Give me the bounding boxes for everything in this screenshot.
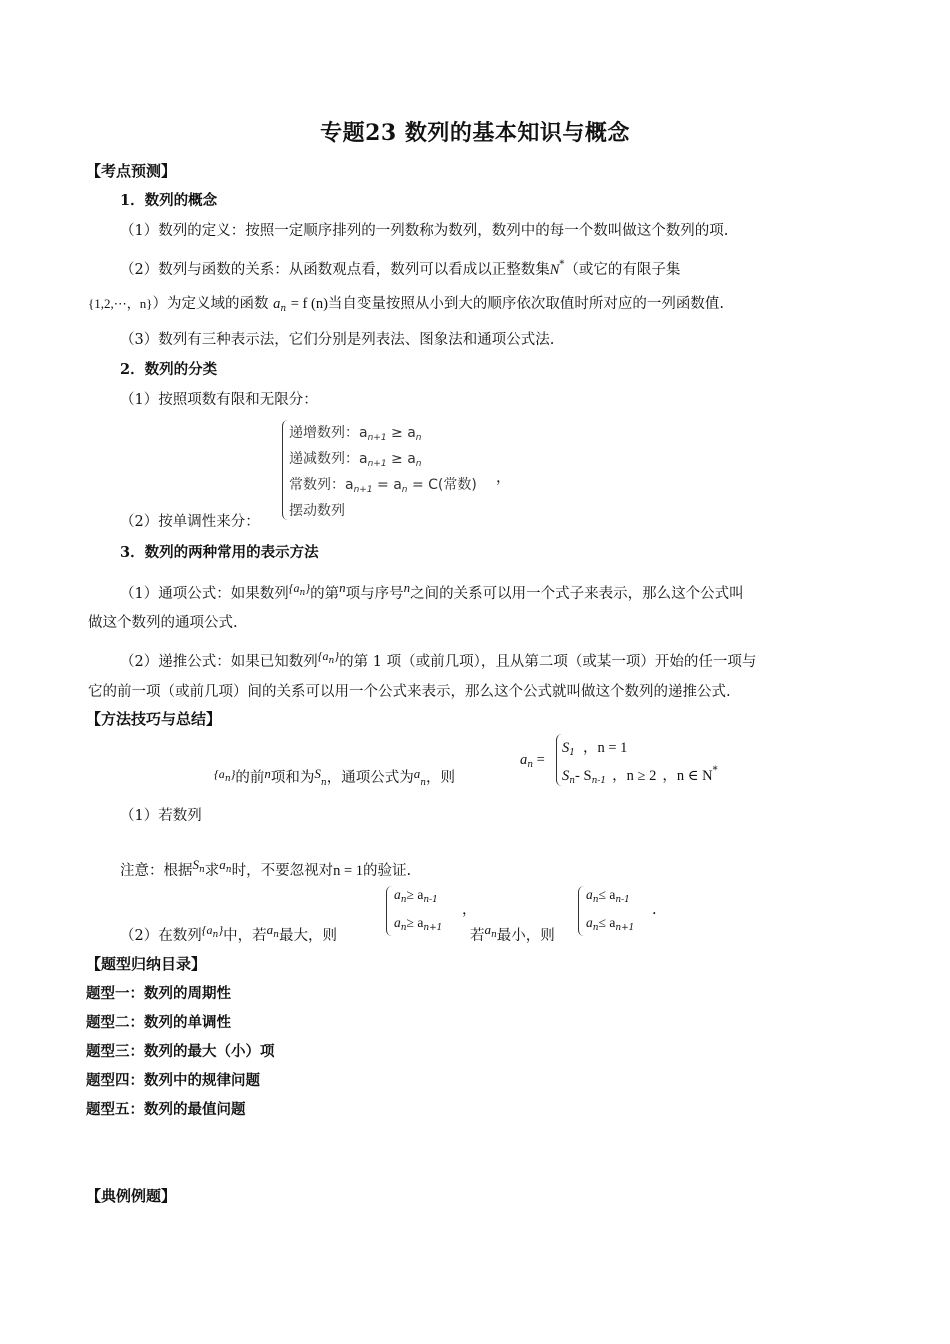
max-case-2 xyxy=(394,915,442,933)
text: （2）递推公式：如果已知数列 xyxy=(120,654,318,670)
sum-formula-line xyxy=(214,766,455,788)
paragraph-function-relation-cont xyxy=(88,292,724,314)
sub: n xyxy=(527,760,534,770)
text: 求 xyxy=(204,863,220,879)
a: a xyxy=(586,887,593,902)
seq: } xyxy=(230,767,236,781)
subset-formula: {1,2,⋯，n} xyxy=(88,296,153,311)
sub: n xyxy=(225,865,232,875)
sub: n xyxy=(592,895,599,905)
sub: n xyxy=(415,433,422,443)
text: = a xyxy=(377,477,402,493)
catalog-item-5: 题型五：数列的最值问题 xyxy=(86,1101,246,1118)
min-case-1 xyxy=(586,887,630,905)
text: 最大，则 xyxy=(278,928,337,944)
cond: ，n ≥ 2 xyxy=(612,768,657,784)
heading-classification: 2．数列的分类 xyxy=(120,361,218,378)
sub: n xyxy=(592,923,599,933)
sub: n xyxy=(199,865,205,875)
text: 时，不要忽视对 xyxy=(231,863,334,879)
catalog-item-4: 题型四：数列中的规律问题 xyxy=(86,1072,260,1089)
a: a xyxy=(520,752,528,768)
seq: } xyxy=(218,923,224,937)
text: 的第 1 项（或前几项），且从第二项（或某一项）开始的任一项与 xyxy=(339,654,757,670)
a: a xyxy=(413,766,421,781)
seq: {a xyxy=(201,923,213,937)
page-title: 专题23 数列的基本知识与概念 xyxy=(320,120,630,146)
paragraph-general-formula-cont: 做这个数列的通项公式. xyxy=(88,615,238,631)
increasing-item xyxy=(289,422,422,443)
S: S xyxy=(192,857,199,872)
sub: n+1 xyxy=(353,485,373,495)
piecewise-case-2 xyxy=(562,764,718,786)
paragraph-min xyxy=(470,922,555,945)
sub: n xyxy=(569,776,576,786)
sub: n+1 xyxy=(423,923,443,933)
sub: n xyxy=(400,895,407,905)
decreasing-item xyxy=(289,448,422,469)
min-brace xyxy=(578,886,585,936)
S: S xyxy=(562,768,570,784)
section-methods: 【方法技巧与总结】 xyxy=(86,710,222,728)
seq: } xyxy=(334,649,340,663)
catalog-item-1: 题型一：数列的周期性 xyxy=(86,985,231,1002)
constant-item xyxy=(289,474,477,495)
heading-concept: 1．数列的概念 xyxy=(120,192,218,209)
catalog-item-3: 题型三：数列的最大（小）项 xyxy=(86,1043,275,1060)
a: a xyxy=(219,857,226,872)
star: * xyxy=(712,765,718,776)
text: （2）数列与函数的关系：从函数观点看，数列可以看成以正整数集 xyxy=(120,262,550,278)
seq: {a xyxy=(288,581,300,595)
formula-sub: n xyxy=(280,304,287,314)
text: 的验证. xyxy=(363,863,412,879)
paragraph-definition: （1）数列的定义：按照一定顺序排列的一列数称为数列，数列中的每一个数叫做这个数列的项. xyxy=(120,223,729,239)
sub: n xyxy=(400,923,407,933)
paragraph-recursive-formula-cont: 它的前一项（或前几项）间的关系可以用一个公式来表示，那么这个公式就叫做这个数列的递推公式. xyxy=(88,684,731,700)
text: 的第 xyxy=(310,586,340,602)
sub: n xyxy=(224,774,231,784)
piecewise-case-1 xyxy=(562,736,627,758)
n: n xyxy=(339,580,346,595)
sub: n xyxy=(420,778,427,788)
text: 注意：根据 xyxy=(120,863,193,879)
text: ≥ a xyxy=(391,425,416,441)
text: ≥ a xyxy=(391,451,416,467)
sub: n+1 xyxy=(367,433,387,443)
piecewise-lhs: $a_n$ = xyxy=(520,752,545,770)
seq: {a xyxy=(317,649,329,663)
max-comma: ， xyxy=(462,902,477,918)
le: ≤ a xyxy=(598,915,616,930)
paragraph-monotonicity: （2）按单调性来分： xyxy=(120,514,260,530)
paragraph-finite-infinite: （1）按照项数有限和无限分： xyxy=(120,392,318,408)
sub: n xyxy=(328,656,335,666)
set-symbol: N xyxy=(549,262,560,278)
text: （2）在数列 xyxy=(120,928,202,944)
sub: n-1 xyxy=(423,895,438,905)
paragraph-if-sequence: （1）若数列 xyxy=(120,808,202,824)
text: （或它的有限子集 xyxy=(564,262,681,278)
tail: ，n ∈ N xyxy=(662,768,713,784)
sub: n xyxy=(212,930,219,940)
sub: n xyxy=(299,588,306,598)
formula-rest: = f (n) xyxy=(290,296,328,312)
cond: n = 1 xyxy=(333,863,364,879)
text: ，通项公式为 xyxy=(326,770,414,786)
paragraph-general-formula xyxy=(120,580,744,603)
text: ）为定义域的函数 xyxy=(152,296,269,312)
ge: ≥ a xyxy=(406,887,424,902)
seq: } xyxy=(305,581,311,595)
classification-comma: ， xyxy=(496,470,511,486)
text: = C(常数) xyxy=(411,477,477,493)
sub: n+1 xyxy=(367,459,387,469)
seq: {a xyxy=(214,767,225,781)
sub: n-1 xyxy=(591,776,607,786)
heading-representations: 3．数列的两种常用的表示方法 xyxy=(120,544,319,561)
S: S xyxy=(562,740,570,756)
sub: n xyxy=(273,930,279,940)
a: a xyxy=(484,922,491,937)
cond: ，n = 1 xyxy=(582,740,628,756)
sub: n xyxy=(415,459,422,469)
sub: n xyxy=(320,778,327,788)
paragraph-recursive-formula xyxy=(120,649,756,671)
section-forecast: 【考点预测】 xyxy=(86,162,177,180)
max-case-1 xyxy=(394,887,438,905)
sub: n xyxy=(401,485,408,495)
formula-a: a xyxy=(273,296,281,312)
text: 当自变量按照从小到大的顺序依次取值时所对应的一列函数值. xyxy=(327,296,725,312)
oscillating-item: 摆动数列 xyxy=(289,503,345,519)
classification-brace xyxy=(282,420,289,520)
text: （1）通项公式：如果数列 xyxy=(120,586,289,602)
min-period: . xyxy=(652,902,657,918)
minus: - S xyxy=(575,768,592,784)
text: 之间的关系可以用一个式子来表示，那么这个公式叫 xyxy=(410,586,744,602)
a: a xyxy=(266,922,274,937)
a: a xyxy=(586,915,593,930)
paragraph-representations: （3）数列有三种表示法，它们分别是列表法、图象法和通项公式法. xyxy=(120,332,555,348)
text: 项与序号 xyxy=(345,586,404,602)
sub: 1 xyxy=(569,748,575,758)
text: 递减数列：a xyxy=(289,451,368,467)
text: 递增数列：a xyxy=(289,425,368,441)
n: n xyxy=(264,766,271,781)
sub: n+1 xyxy=(615,923,635,933)
text: 若 xyxy=(470,928,485,944)
max-brace xyxy=(386,886,393,936)
paragraph-note xyxy=(120,857,411,880)
text: 项和为 xyxy=(270,770,315,786)
paragraph-function-relation xyxy=(120,258,680,279)
n: n xyxy=(403,580,411,595)
sub: n-1 xyxy=(615,895,630,905)
min-case-2 xyxy=(586,915,634,933)
text: ，则 xyxy=(426,770,456,786)
a: a xyxy=(394,915,401,930)
catalog-item-2: 题型二：数列的单调性 xyxy=(86,1014,231,1031)
star: * xyxy=(559,259,565,270)
paragraph-max-min xyxy=(120,922,337,945)
sub: n xyxy=(491,930,497,940)
text: 的前 xyxy=(235,770,265,786)
le: ≤ a xyxy=(598,887,616,902)
text: 中，若 xyxy=(223,928,267,944)
text: 最小，则 xyxy=(496,928,555,944)
a: a xyxy=(394,887,401,902)
section-examples: 【典例例题】 xyxy=(86,1187,177,1205)
section-catalog: 【题型归纳目录】 xyxy=(86,955,207,973)
ge: ≥ a xyxy=(406,915,424,930)
S: S xyxy=(314,766,321,781)
text: 常数列：a xyxy=(289,477,354,493)
